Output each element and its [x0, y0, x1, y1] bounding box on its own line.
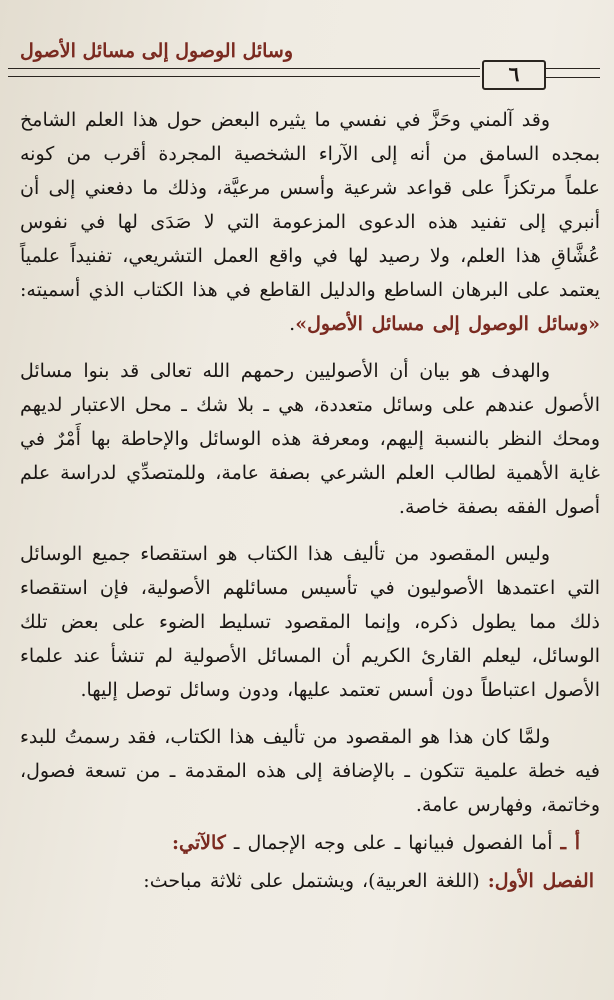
header-rule-ornament	[545, 68, 600, 78]
list-item-chapters	[20, 826, 600, 860]
list-item-text: أما الفصول فبيانها ـ على وجه الإجمال ـ	[225, 832, 561, 854]
list-marker: أ ـ	[560, 832, 580, 854]
header-rule-top	[8, 68, 480, 69]
paragraph-goal: والهدف هو بيان أن الأصوليين رحمهم الله تعالى قد بنوا مسائل الأصول عندهم على وسائل متعددة، هي ـ بلا شك ـ محل الاعتبار لديهم ومحك النظر بالنسبة إليهم، ومعرفة هذه الوسائل والإحاطة بها أَمْرٌ في غاية الأهمية لطالب العلم الشرعي بصفة عامة، وللمتصدِّي لدراسة علم أصول الفقه بصفة خاصة.	[20, 360, 600, 518]
paragraph-intro-end: .	[289, 313, 296, 335]
list-item-highlight: كالآتي:	[172, 832, 226, 854]
paragraph-plan: ولمَّا كان هذا هو المقصود من تأليف هذا الكتاب، فقد رسمتُ للبدء فيه خطة علمية تتكون ـ بالإضافة إلى هذه المقدمة ـ من تسعة فصول، وخاتمة، وفهارس عامة.	[20, 726, 600, 816]
paragraph-purpose: وليس المقصود من تأليف هذا الكتاب هو استقصاء جميع الوسائل التي اعتمدها الأصوليون في تأسيس مسائلهم الأصولية، فإن استقصاء ذلك مما يطول ذكره، وإنما المقصود تسليط الضوء على بعض تلك الوسائل، ليعلم القارئ الكريم أن المسائل الأصولية لم تنشأ عند علماء الأصول اعتباطاً دون أسس تعتمد عليها، ودون وسائل توصل إليها.	[20, 543, 600, 701]
book-title-quote: «وسائل الوصول إلى مسائل الأصول»	[295, 313, 600, 335]
running-title: وسائل الوصول إلى مسائل الأصول	[20, 40, 294, 62]
body-text	[20, 103, 600, 898]
paragraph-intro	[20, 103, 600, 341]
paragraph-intro-text: وقد آلمني وحَزَّ في نفسي ما يثيره البعض حول هذا العلم الشامخ بمجده السامق من أنه إلى الآراء الشخصية المجردة أقرب من كونه علماً مرتكزاً على قواعد شرعية وأسس مرعيَّة، وذلك ما دفعني إلى أن أنبري إلى تفنيد هذه الدعوى المزعومة التي لا صَدَى لها في نفوس عُشَّاقِ هذا العلم، ولا رصيد لها في واقع العمل التشريعي، تفنيداً علمياً يعتمد على البرهان الساطع والدليل القاطع في هذا الكتاب الذي أسميته:	[20, 109, 600, 301]
chapter-one-label: الفصل الأول:	[487, 870, 594, 892]
header-rule-bottom	[8, 76, 480, 77]
page-number: ٦	[482, 60, 546, 90]
chapter-one-text: (اللغة العربية)، ويشتمل على ثلاثة مباحث:	[143, 870, 488, 892]
chapter-one-line	[20, 864, 600, 898]
